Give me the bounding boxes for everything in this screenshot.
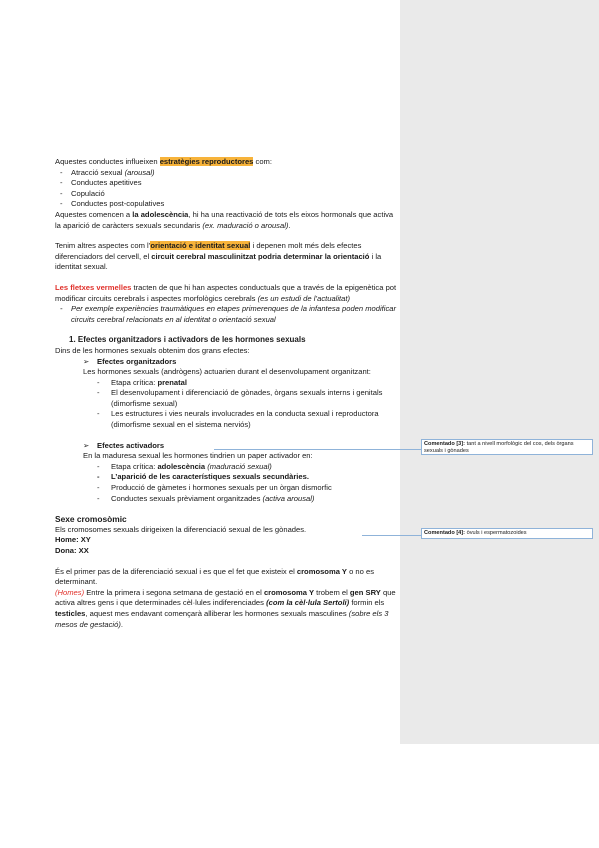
comment-connector: [214, 449, 421, 450]
highlight-strategies: estratègies reproductores: [159, 157, 254, 166]
list-item-gametes: - Producció de gàmetes i hormones sexuals per un òrgan dismorfic: [55, 483, 400, 494]
org-heading: ➢ Efectes organitzadors: [55, 357, 400, 368]
adolescence-paragraph: Aquestes comencen a la adolescència, hi ha una reactivació de tots els eixos hormonals que activa la aparició de caràcters sexuals secundaris (ex. maduració o arousal).: [55, 209, 394, 230]
intro-paragraph: Aquestes conductes influeixen estratègies reproductores com:: [55, 157, 272, 166]
chrom-heading: Sexe cromosòmic: [55, 514, 127, 525]
orientation-paragraph: Tenim altres aspectes com l’orientació e identitat sexual i depenen molt més dels efectes diferenciadors del cervell, el circuit cerebral masculinitzat podria determinar la orientació i la identitat sexual.: [55, 241, 382, 272]
list-item: - Conductes sexuals prèviament organitzades (activa arousal): [55, 494, 400, 505]
list-item: - Etapa crítica: prenatal: [55, 378, 400, 389]
document-body: [55, 157, 400, 630]
comments-pane: [400, 0, 599, 744]
list-item: - Copulació: [55, 189, 400, 200]
arrows-sub-item: - Per exemple experiències traumàtiques en etapes primerenques de la infantesa poden modificar circuits cerebral relacionats en al identitat o orientació sexual: [55, 304, 400, 325]
act-text: En la maduresa sexual les hormones tindrien un paper activador en:: [83, 451, 313, 461]
list-item: - Les estructures i vies neurals involucrades en la conducta sexual i reproductora (dimorfisme sexual en el sistema nerviós): [55, 409, 400, 430]
chrom-p1: És el primer pas de la diferenciació sexual i es que el fet que existeix el cromosoma Y o no es determinant.: [55, 566, 374, 587]
list-item: - L’aparició de les característiques sexuals secundàries.: [55, 472, 400, 483]
chrom-female: Dona: XX: [55, 546, 89, 555]
chrom-p2: (Homes) Entre la primera i segona setmana de gestació en el cromosoma Y trobem el gen SRY que activa altres gens i que determinades cèl·lules indiferenciades (com la cèl·lula Sertoli) formin els testicles, aquest mes endavant començarà alliberar les hormones sexuals masculines (sobre els 3 mesos de gestació).: [55, 587, 396, 629]
act-heading: ➢ Efectes activadors: [55, 441, 400, 452]
comment-3[interactable]: Comentado [3]: tant a nivell morfològic del cos, dels òrgans sexuals i gònades: [421, 439, 593, 455]
comment-connector: [362, 535, 421, 536]
list-item-dimorphism: - El desenvolupament i diferenciació de gònades, òrgans sexuals interns i genitals (dimorfisme sexual): [55, 388, 400, 409]
comment-4[interactable]: Comentado [4]: òvuls i espermatozoides: [421, 528, 593, 539]
section-heading-1: 1. Efectes organitzadors i activadors de les hormones sexuals: [69, 335, 306, 345]
list-item: - Etapa crítica: adolescència (maduració sexual): [55, 462, 400, 473]
list-item: - Conductes apetitives: [55, 178, 400, 189]
highlight-orientation: orientació e identitat sexual: [150, 241, 251, 251]
org-text: Les hormones sexuals (andrògens) actuarien durant el desenvolupament organitzant:: [83, 367, 371, 377]
arrows-paragraph: Les fletxes vermelles tracten de que hi han aspectes conductuals que a través de la epigenètica pot modificar circuits cerebrals i aspectes morfològics cerebrals (es un estudi de l’actualitat): [55, 282, 397, 303]
section1-intro: Dins de les hormones sexuals obtenim dos grans efectes:: [55, 345, 250, 355]
list-item: - Atracció sexual (arousal): [55, 168, 400, 179]
chrom-text: Els cromosomes sexuals dirigeixen la diferenciació sexual de les gònades.: [55, 524, 307, 534]
list-item: - Conductes post-copulatives: [55, 199, 400, 210]
chrom-male: Home: XY: [55, 535, 91, 545]
